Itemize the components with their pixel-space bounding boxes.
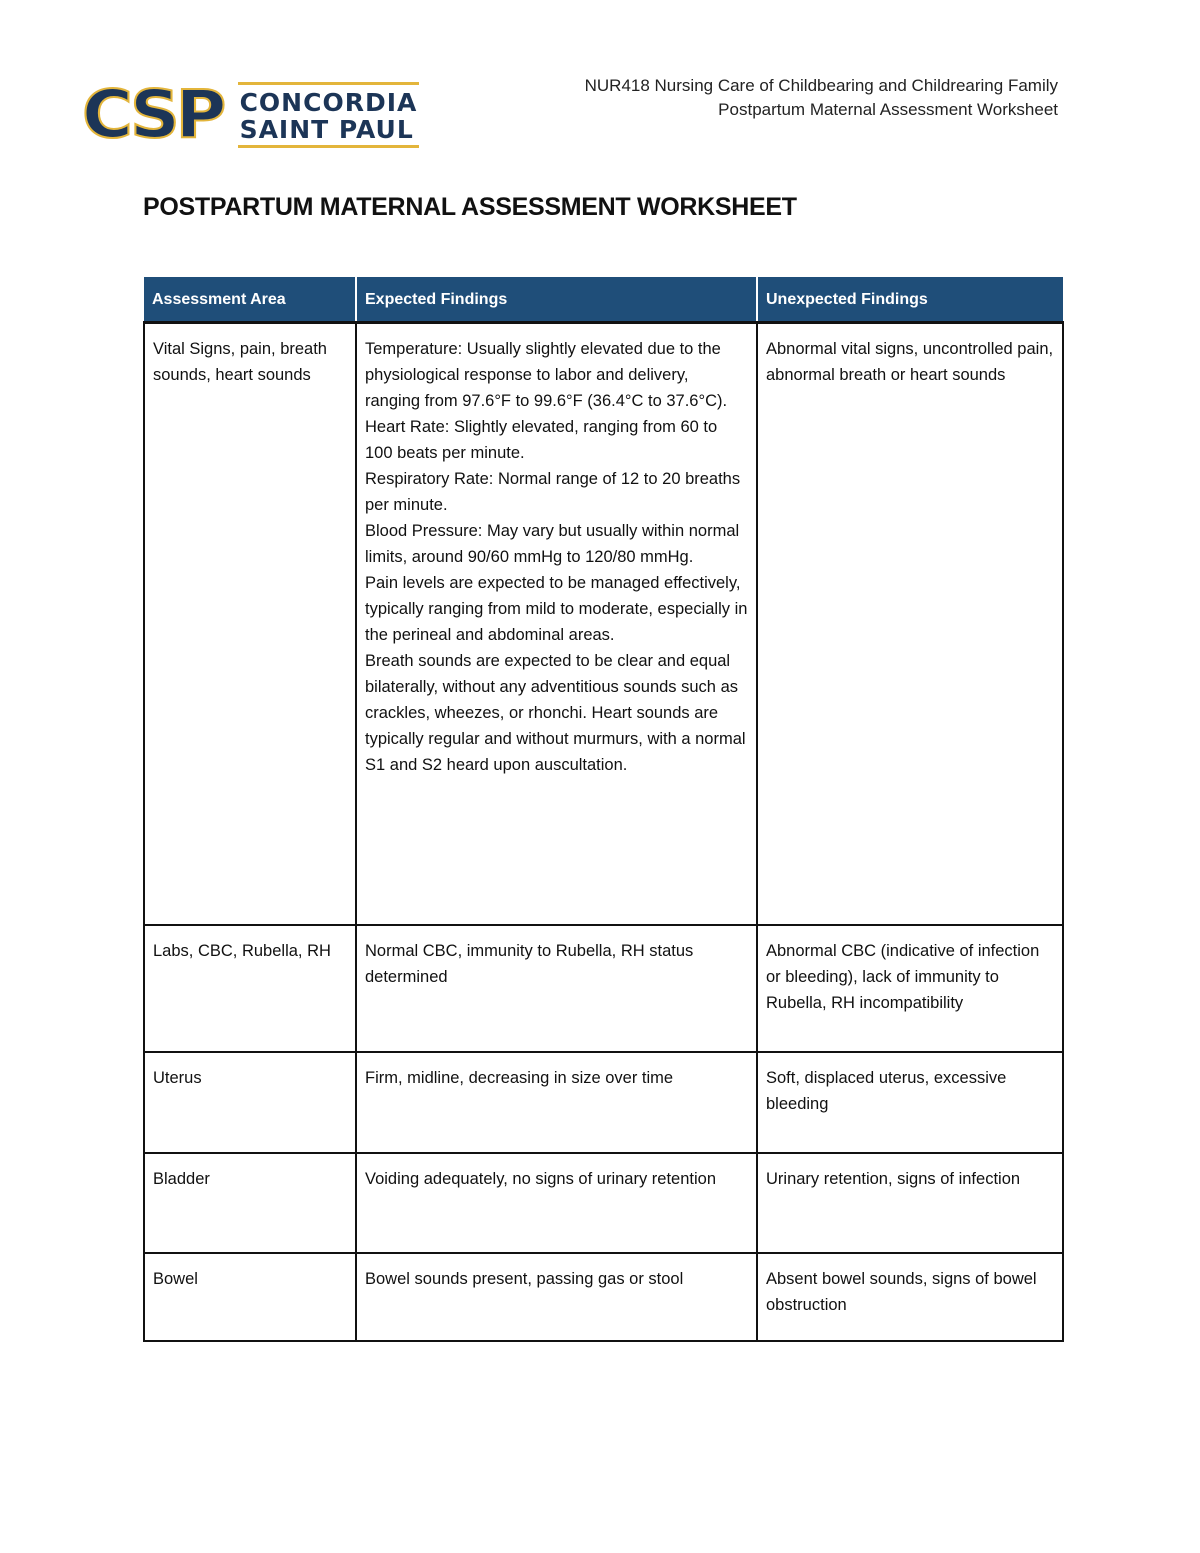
expected-breath-heart-sounds: Breath sounds are expected to be clear and equal bilaterally, without any adventitious sounds such as crackles, wheezes, or rhonchi. Heart sounds are typically regular and without murmurs, with a normal S1 and S2 heard upon auscultation. bbox=[365, 652, 746, 774]
column-header-expected-findings: Expected Findings bbox=[356, 277, 757, 323]
table-row bbox=[144, 1052, 1063, 1153]
csp-logo-mark: CSP bbox=[82, 76, 223, 153]
csp-logo bbox=[82, 76, 419, 153]
document-header bbox=[585, 74, 1058, 122]
cell-area: Labs, CBC, Rubella, RH bbox=[144, 925, 356, 1052]
column-header-unexpected-findings: Unexpected Findings bbox=[757, 277, 1063, 323]
cell-unexpected: Urinary retention, signs of infection bbox=[757, 1153, 1063, 1253]
expected-blood-pressure: Blood Pressure: May vary but usually within normal limits, around 90/60 mmHg to 120/80 mmHg. bbox=[365, 522, 740, 566]
assessment-table bbox=[143, 277, 1064, 1342]
cell-expected: Normal CBC, immunity to Rubella, RH status determined bbox=[356, 925, 757, 1052]
table-row bbox=[144, 1253, 1063, 1341]
course-title: NUR418 Nursing Care of Childbearing and Childrearing Family bbox=[584, 76, 1058, 95]
table-row bbox=[144, 1153, 1063, 1253]
cell-expected: Firm, midline, decreasing in size over time bbox=[356, 1052, 757, 1153]
cell-area: Bladder bbox=[144, 1153, 356, 1253]
column-header-assessment-area: Assessment Area bbox=[144, 277, 356, 323]
cell-expected: Bowel sounds present, passing gas or stool bbox=[356, 1253, 757, 1341]
expected-pain: Pain levels are expected to be managed effectively, typically ranging from mild to moderate, especially in the perineal and abdominal areas. bbox=[365, 574, 748, 644]
cell-expected: Voiding adequately, no signs of urinary retention bbox=[356, 1153, 757, 1253]
expected-temperature: Temperature: Usually slightly elevated due to the physiological response to labor and delivery, ranging from 97.6°F to 99.6°F (36.4°C to 37.6°C). bbox=[365, 340, 728, 410]
table-row bbox=[144, 925, 1063, 1052]
table-header-row bbox=[144, 277, 1063, 323]
page-title: POSTPARTUM MATERNAL ASSESSMENT WORKSHEET bbox=[143, 193, 797, 221]
cell-area: Bowel bbox=[144, 1253, 356, 1341]
cell-area: Uterus bbox=[144, 1052, 356, 1153]
logo-line-saint-paul: SAINT PAUL bbox=[239, 115, 414, 144]
expected-heart-rate: Heart Rate: Slightly elevated, ranging from 60 to 100 beats per minute. bbox=[365, 418, 718, 462]
cell-area: Vital Signs, pain, breath sounds, heart sounds bbox=[144, 323, 356, 925]
document-subtitle: Postpartum Maternal Assessment Worksheet bbox=[718, 100, 1058, 119]
cell-unexpected: Abnormal vital signs, uncontrolled pain, abnormal breath or heart sounds bbox=[757, 323, 1063, 925]
cell-unexpected: Abnormal CBC (indicative of infection or bleeding), lack of immunity to Rubella, RH incompatibility bbox=[757, 925, 1063, 1052]
cell-unexpected: Soft, displaced uterus, excessive bleeding bbox=[757, 1052, 1063, 1153]
cell-unexpected: Absent bowel sounds, signs of bowel obstruction bbox=[757, 1253, 1063, 1341]
logo-wordmark bbox=[238, 82, 420, 148]
cell-expected bbox=[356, 323, 757, 925]
table-row bbox=[144, 323, 1063, 925]
logo-line-concordia: CONCORDIA bbox=[239, 88, 418, 117]
expected-respiratory-rate: Respiratory Rate: Normal range of 12 to 20 breaths per minute. bbox=[365, 470, 741, 514]
